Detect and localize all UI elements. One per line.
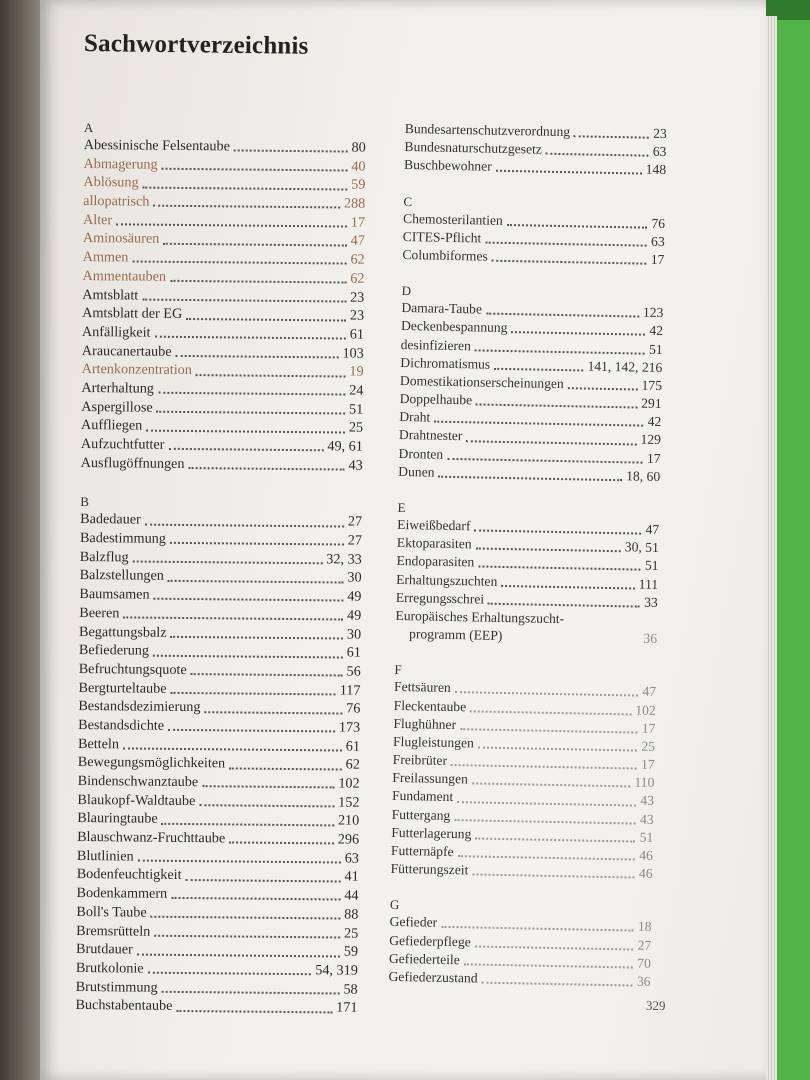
entry-pages: 59 — [343, 943, 359, 960]
entry-pages: 51 — [648, 341, 663, 357]
leader-dots — [133, 561, 323, 565]
entry-pages: 61 — [349, 326, 365, 343]
entry-pages: 25 — [348, 419, 364, 437]
leader-dots — [132, 261, 346, 265]
entry-pages: 291 — [641, 395, 662, 412]
entry-term: Fundament — [391, 788, 454, 805]
leader-dots — [546, 153, 649, 157]
section-letter: A — [83, 120, 94, 136]
entry-pages: 51 — [348, 401, 364, 418]
entry-term: Fleckentaube — [393, 697, 467, 714]
leader-dots — [434, 421, 643, 427]
entry-term: Flugleistungen — [392, 733, 475, 751]
entry-term: Badestimmung — [79, 530, 166, 547]
section-letter: F — [394, 662, 402, 678]
leader-dots — [478, 566, 641, 571]
leader-dots — [162, 991, 340, 995]
entry-term: Brutdauer — [75, 941, 133, 958]
entry-pages: 210 — [337, 812, 360, 830]
entry-term: Aminosäuren — [82, 230, 160, 248]
entry-term: Gefieder — [389, 914, 438, 931]
index-column-right — [388, 120, 667, 991]
entry-pages: 47 — [645, 521, 660, 537]
entry-pages: 43 — [348, 457, 363, 474]
leader-dots — [171, 636, 343, 640]
leader-dots — [162, 822, 334, 826]
entry-term: Arterhaltung — [81, 379, 155, 397]
entry-term: Fettsäuren — [393, 679, 451, 696]
leader-dots — [454, 819, 636, 824]
leader-dots — [191, 673, 343, 676]
entry-pages: 173 — [338, 719, 361, 736]
entry-pages: 76 — [346, 700, 361, 717]
leader-dots — [482, 982, 633, 987]
entry-pages: 117 — [339, 682, 361, 699]
entry-pages: 59 — [351, 176, 366, 194]
entry-term: Blutlinien — [76, 847, 134, 865]
leader-dots — [475, 837, 635, 842]
entry-pages: 36 — [636, 973, 651, 989]
entry-term: Ammentauben — [82, 267, 167, 285]
section-letter: D — [401, 283, 412, 299]
entry-pages: 296 — [337, 831, 360, 848]
entry-pages: 63 — [652, 143, 667, 160]
entry-pages: 70 — [637, 955, 652, 971]
leader-dots — [146, 429, 345, 433]
entry-term: Gefiederteile — [388, 950, 460, 967]
entry-term: Damara-Taube — [401, 300, 483, 317]
spacer — [502, 640, 643, 643]
entry-term: Bergturteltaube — [78, 679, 167, 697]
entry-pages: 51 — [639, 829, 654, 845]
entry-pages: 17 — [350, 214, 366, 231]
entry-term: Flughühner — [393, 715, 457, 732]
entry-term: Drahtnester — [398, 427, 463, 444]
entry-term: Betteln — [77, 735, 120, 752]
entry-term: desinfizieren — [400, 336, 472, 353]
entry-term: Abmagerung — [83, 155, 158, 173]
entry-pages: 63 — [344, 850, 360, 867]
entry-term: Aufzuchtfutter — [80, 435, 165, 453]
section-letter: G — [389, 897, 400, 913]
entry-pages: 42 — [647, 413, 662, 430]
entry-term: Ammen — [82, 249, 129, 266]
leader-dots — [176, 1010, 332, 1013]
leader-dots — [154, 598, 344, 602]
entry-pages: 129 — [640, 432, 662, 448]
left-page-edge — [0, 0, 40, 1080]
entry-pages: 43 — [640, 793, 655, 809]
entry-pages: 49 — [346, 607, 362, 624]
entry-pages: 102 — [635, 702, 656, 718]
entry-pages: 49, 61 — [327, 438, 363, 455]
leader-dots — [229, 842, 334, 845]
entry-term: Fütterungszeit — [390, 861, 469, 878]
entry-pages: 152 — [338, 794, 360, 811]
entry-term: Amtsblatt der EG — [82, 305, 183, 323]
leader-dots — [229, 767, 341, 770]
entry-term: Baumsamen — [79, 586, 150, 603]
leader-dots — [466, 440, 636, 445]
entry-term: Befruchtungsquote — [78, 660, 187, 678]
entry-pages: 19 — [349, 363, 364, 380]
entry-term: Alter — [82, 211, 113, 229]
entry-pages: 43 — [639, 811, 654, 827]
entry-pages: 17 — [646, 450, 661, 466]
entry-term: Dunen — [398, 463, 435, 480]
entry-term: Bundesnaturschutzgesetz — [404, 139, 543, 157]
entry-pages: 17 — [650, 251, 665, 267]
entry-term: Bodenkammern — [76, 885, 168, 902]
entry-term: Badedauer — [80, 511, 141, 528]
index-column-left — [75, 120, 366, 1018]
leader-dots — [511, 331, 645, 336]
entry-term: Deckenbespannung — [400, 318, 508, 336]
entry-pages: 47 — [642, 683, 657, 700]
entry-pages: 103 — [342, 345, 364, 362]
leader-dots — [501, 585, 634, 590]
entry-term: allopatrisch — [83, 193, 150, 210]
leader-dots — [451, 764, 637, 770]
entry-term: Gefiederzustand — [388, 968, 478, 986]
leader-dots — [472, 874, 635, 879]
entry-pages: 148 — [645, 162, 667, 178]
leader-dots — [162, 168, 348, 172]
entry-term: Balzstellungen — [79, 567, 165, 585]
entry-pages: 18, 60 — [626, 468, 661, 484]
leader-dots — [151, 916, 341, 920]
entry-pages: 111 — [638, 576, 659, 592]
entry-term: Futternäpfe — [390, 842, 454, 860]
entry-pages: 47 — [350, 233, 365, 250]
leader-dots — [485, 241, 647, 246]
leader-dots — [472, 783, 631, 788]
leader-dots — [163, 243, 346, 247]
entry-term: Befiederung — [78, 642, 150, 659]
leader-dots — [458, 855, 636, 860]
entry-term: Ektoparasiten — [396, 535, 472, 552]
leader-dots — [143, 186, 348, 190]
entry-term: Bodenfeuchtigkeit — [76, 866, 182, 884]
entry-pages: 62 — [350, 270, 365, 287]
leader-dots — [568, 387, 638, 390]
entry-term: Beeren — [79, 604, 120, 622]
entry-pages: 61 — [345, 738, 361, 755]
leader-dots — [170, 280, 346, 284]
entry-term: Blaukopf-Waldtaube — [77, 791, 196, 809]
page-title: Sachwortverzeichnis — [83, 30, 309, 60]
entry-term: Bindenschwanztaube — [77, 772, 199, 791]
entry-pages: 25 — [343, 925, 359, 942]
leader-dots — [145, 523, 344, 527]
leader-dots — [202, 786, 334, 789]
entry-term: Blauschwanz-Fruchttaube — [77, 829, 226, 847]
leader-dots — [176, 355, 339, 359]
entry-term: Brutkolonie — [75, 959, 144, 977]
entry-term: Balzflug — [79, 548, 129, 566]
entry-pages: 58 — [343, 981, 358, 998]
entry-pages: 44 — [344, 887, 359, 904]
entry-term: Domestikationserscheinungen — [399, 372, 564, 391]
entry-pages: 41 — [344, 868, 359, 886]
entry-term: Aspergillose — [81, 398, 153, 416]
index-page — [40, 0, 766, 1080]
entry-term: Columbiformes — [402, 246, 488, 264]
entry-pages: 30 — [346, 626, 362, 643]
entry-term: Bundesartenschutzverordnung — [404, 120, 571, 140]
entry-pages: 33 — [644, 594, 658, 610]
leader-dots — [158, 392, 345, 396]
entry-pages: 23 — [350, 289, 365, 306]
leader-dots — [457, 801, 636, 806]
entry-term: Artenkonzentration — [81, 361, 192, 379]
leader-dots — [171, 897, 340, 901]
entry-term: Dichromatismus — [400, 354, 491, 372]
leader-dots — [455, 691, 639, 697]
entry-term: Auffliegen — [80, 417, 143, 434]
leader-dots — [188, 467, 344, 470]
leader-dots — [496, 170, 642, 175]
entry-term: Buchstabentaube — [75, 997, 173, 1015]
leader-dots — [507, 224, 648, 229]
entry-pages: 288 — [343, 195, 366, 212]
leader-dots — [476, 548, 621, 553]
entry-term: Bestandsdezimierung — [78, 698, 201, 716]
leader-dots — [154, 935, 340, 939]
entry-pages: 56 — [346, 663, 361, 680]
leader-dots — [494, 368, 583, 372]
entry-pages: 30, 51 — [624, 539, 659, 556]
entry-term-line1: Europäisches Erhaltungszucht- — [395, 607, 565, 627]
entry-pages: 23 — [349, 307, 365, 324]
leader-dots — [123, 747, 342, 751]
entry-pages: 25 — [641, 738, 656, 754]
entry-term: Araucanertaube — [81, 342, 172, 360]
entry-pages: 30 — [347, 569, 362, 587]
entry-pages: 18 — [637, 918, 652, 935]
entry-term: Bewegungsmöglichkeiten — [77, 754, 226, 772]
leader-dots — [574, 135, 649, 138]
entry-term: Gefiederpflege — [389, 932, 471, 949]
entry-pages: 36 — [643, 630, 658, 647]
entry-pages: 27 — [637, 937, 652, 953]
index-entry — [388, 968, 650, 991]
leader-dots — [186, 879, 341, 882]
entry-pages: 40 — [351, 158, 366, 175]
entry-pages: 42 — [649, 323, 664, 339]
leader-dots — [199, 804, 334, 807]
leader-dots — [204, 711, 342, 714]
leader-dots — [116, 223, 347, 227]
leader-dots — [148, 972, 312, 976]
leader-dots — [488, 603, 640, 608]
leader-dots — [137, 953, 340, 957]
leader-dots — [438, 476, 622, 482]
entry-term: Draht — [399, 409, 431, 425]
leader-dots — [486, 313, 639, 318]
leader-dots — [492, 260, 647, 265]
leader-dots — [474, 530, 641, 535]
leader-dots — [475, 945, 634, 950]
entry-term-line2: programm (EEP) — [408, 626, 503, 644]
entry-pages: 110 — [634, 774, 655, 791]
entry-pages: 54, 319 — [315, 962, 358, 979]
index-entry — [79, 585, 361, 606]
index-entry — [83, 192, 365, 213]
leader-dots — [476, 404, 637, 409]
leader-dots — [234, 150, 348, 153]
entry-pages: 175 — [641, 377, 663, 393]
entry-term: Eiweißbedarf — [397, 516, 471, 534]
section-letter: C — [403, 193, 413, 209]
leader-dots — [168, 580, 343, 584]
entry-pages: 80 — [351, 139, 366, 156]
entry-term: Ausflugöffnungen — [80, 454, 185, 472]
leader-dots — [170, 692, 335, 696]
leader-dots — [464, 963, 633, 968]
entry-pages: 32, 33 — [326, 551, 362, 568]
entry-pages: 63 — [650, 233, 665, 249]
entry-term: Erhaltungszuchten — [396, 571, 498, 589]
leader-dots — [447, 458, 643, 464]
entry-pages: 76 — [651, 215, 666, 231]
entry-pages: 102 — [338, 775, 360, 792]
leader-dots — [157, 411, 345, 415]
entry-term: Futtergang — [391, 806, 451, 823]
leader-dots — [153, 654, 343, 658]
entry-pages: 141, 142, 216 — [587, 358, 663, 375]
leader-dots — [196, 374, 346, 377]
entry-pages: 23 — [653, 125, 667, 142]
entry-term: Ablösung — [83, 174, 139, 191]
entry-term: Anfälligkeit — [81, 323, 151, 341]
entry-term: Abessinische Felsentaube — [83, 136, 231, 155]
entry-pages: 17 — [640, 756, 655, 772]
entry-term: Erregungsschrei — [395, 589, 485, 607]
entry-pages: 49 — [347, 588, 362, 605]
leader-dots — [441, 926, 634, 932]
entry-pages: 27 — [347, 513, 363, 531]
entry-term: Freilassungen — [392, 770, 469, 787]
leader-dots — [460, 728, 638, 733]
leader-dots — [170, 542, 344, 546]
index-entry — [75, 996, 357, 1017]
entry-term: Bestandsdichte — [78, 716, 165, 734]
leader-dots — [475, 349, 645, 354]
entry-pages: 62 — [350, 251, 365, 268]
entry-term: Begattungsbalz — [79, 623, 167, 641]
entry-term: Futterlagerung — [391, 824, 472, 842]
section-gap — [80, 472, 362, 497]
entry-pages: 62 — [345, 756, 360, 773]
leader-dots — [168, 448, 323, 451]
entry-pages: 27 — [347, 532, 363, 549]
leader-dots — [478, 746, 638, 751]
entry-pages: 171 — [336, 999, 358, 1016]
entry-term: Freibrüter — [392, 751, 448, 768]
entry-term: Doppelhaube — [399, 391, 473, 408]
entry-pages: 17 — [641, 720, 656, 736]
leader-dots — [186, 318, 346, 322]
leader-dots — [154, 336, 345, 340]
entry-pages: 123 — [642, 304, 664, 321]
entry-term: Blauringtaube — [77, 810, 158, 828]
leader-dots — [470, 710, 631, 715]
entry-term: Endoparasiten — [396, 553, 475, 570]
entry-term: Buschbewohner — [403, 157, 492, 175]
entry-pages: 61 — [346, 644, 361, 661]
entry-pages: 51 — [644, 558, 659, 574]
entry-term: Dronten — [398, 445, 444, 462]
entry-term: Bremsrütteln — [76, 922, 151, 940]
leader-dots — [168, 729, 335, 733]
entry-term: Brutstimmung — [75, 978, 158, 996]
entry-pages: 24 — [349, 382, 364, 399]
index-entry — [78, 716, 360, 737]
index-entry — [81, 454, 363, 475]
leader-dots — [153, 205, 340, 209]
entry-pages: 46 — [638, 865, 653, 882]
entry-term: CITES-Pflicht — [402, 228, 482, 246]
entry-term: Chemosterilantien — [402, 210, 503, 228]
entry-term: Boll's Taube — [76, 903, 147, 921]
leader-dots — [138, 860, 341, 864]
entry-pages: 88 — [344, 906, 359, 923]
entry-term: Amtsblatt — [82, 286, 139, 304]
section-letter: E — [397, 499, 406, 516]
page-number: 329 — [645, 997, 666, 1014]
entry-pages: 46 — [639, 847, 654, 863]
leader-dots — [123, 617, 343, 621]
leader-dots — [142, 298, 346, 302]
section-letter: B — [80, 494, 90, 510]
